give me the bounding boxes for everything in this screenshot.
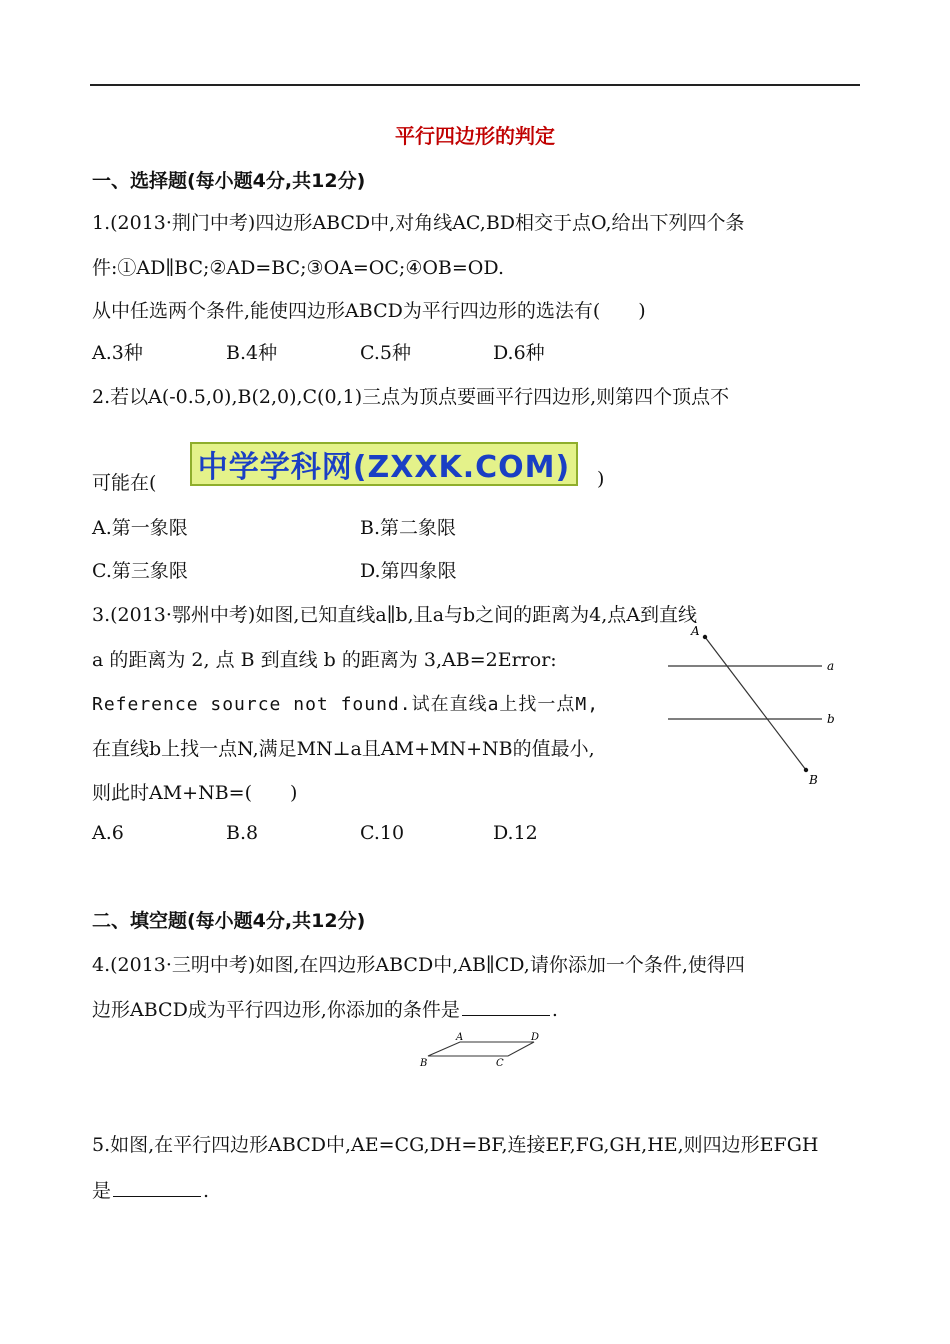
point-a [703, 635, 707, 639]
q3-option-a: A.6 [92, 822, 124, 844]
page-title: 平行四边形的判定 [395, 124, 555, 148]
segment-ab [705, 637, 806, 770]
q5-answer-blank [113, 1180, 201, 1197]
q3-line-3: Reference source not found.试在直线a上找一点M, [92, 694, 600, 715]
q2-line-2-suffix: ) [597, 468, 605, 490]
q2-line-1: 2.若以A(-0.5,0),B(2,0),C(0,1)三点为顶点要画平行四边形,则第四个顶点不 [92, 386, 730, 408]
q2-option-c: C.第三象限 [92, 560, 188, 582]
q4-answer-blank [462, 999, 550, 1016]
quadrilateral-abcd [428, 1042, 534, 1056]
q2-option-d: D.第四象限 [360, 560, 457, 582]
q5-line-2: 是 . [92, 1180, 210, 1202]
q2-option-b: B.第二象限 [360, 517, 457, 539]
label-b-point: B [809, 773, 818, 787]
q4-line-1: 4.(2013·三明中考)如图,在四边形ABCD中,AB∥CD,请你添加一个条件,使得四 [92, 954, 745, 976]
q3-line-5: 则此时AM+NB=( ) [92, 782, 298, 804]
label-b: B [420, 1058, 428, 1069]
q3-line-4: 在直线b上找一点N,满足MN⊥a且AM+MN+NB的值最小, [92, 738, 595, 760]
q1-line-3: 从中任选两个条件,能使四边形ABCD为平行四边形的选法有( ) [92, 300, 646, 322]
q2-option-a: A.第一象限 [92, 517, 188, 539]
label-line-b: b [827, 712, 835, 726]
label-a-point: A [691, 624, 700, 638]
q1-option-a: A.3种 [92, 342, 143, 364]
point-b [804, 768, 808, 772]
zxxk-watermark-logo: 中学学科网(ZXXK.COM) [190, 442, 578, 486]
q3-figure-parallel-lines [660, 620, 850, 795]
q1-option-d: D.6种 [493, 342, 545, 364]
q5-line-1: 5.如图,在平行四边形ABCD中,AE=CG,DH=BF,连接EF,FG,GH,HE,则四边形EFGH [92, 1134, 819, 1156]
label-c: C [496, 1058, 504, 1069]
q1-option-b: B.4种 [226, 342, 278, 364]
q3-line-1: 3.(2013·鄂州中考)如图,已知直线a∥b,且a与b之间的距离为4,点A到直线 [92, 604, 698, 626]
header-rule [90, 84, 860, 86]
q2-line-2-prefix: 可能在( [92, 472, 157, 494]
q1-option-c: C.5种 [360, 342, 411, 364]
q4-line-2: 边形ABCD成为平行四边形,你添加的条件是 . [92, 999, 558, 1021]
q3-option-b: B.8 [226, 822, 259, 844]
q3-line-2: a 的距离为 2, 点 B 到直线 b 的距离为 3,AB=2Error: [92, 649, 557, 671]
q3-option-c: C.10 [360, 822, 405, 844]
q3-option-d: D.12 [493, 822, 538, 844]
label-a: A [456, 1032, 464, 1043]
q1-line-2: 件:①AD∥BC;②AD=BC;③OA=OC;④OB=OD. [92, 257, 504, 279]
section-2-heading: 二、填空题(每小题4分,共12分) [92, 910, 366, 932]
q4-figure-quadrilateral [412, 1032, 552, 1074]
label-d: D [531, 1032, 540, 1043]
section-1-heading: 一、选择题(每小题4分,共12分) [92, 170, 366, 192]
q1-line-1: 1.(2013·荆门中考)四边形ABCD中,对角线AC,BD相交于点O,给出下列四个条 [92, 212, 745, 234]
label-line-a: a [827, 659, 835, 673]
